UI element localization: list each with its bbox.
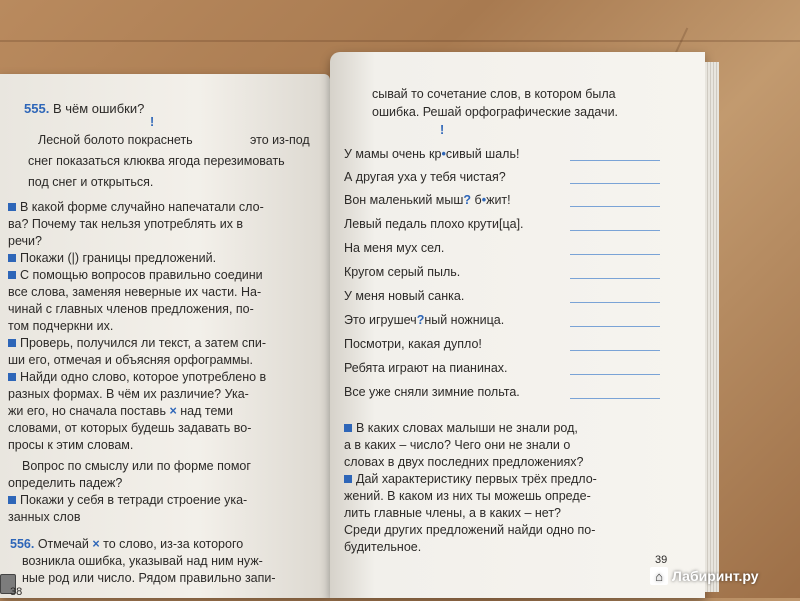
sentence-7: У меня новый санка.	[344, 289, 465, 303]
bullet-1: В какой форме случайно напечатали сло-	[8, 199, 264, 216]
sentence-5: На меня мух сел.	[344, 241, 445, 255]
right-page	[330, 52, 705, 598]
sentence-6: Кругом серый пыль.	[344, 265, 461, 279]
page-number: 38	[10, 586, 23, 598]
text-line: это из-под	[250, 133, 310, 147]
answer-line[interactable]	[570, 254, 660, 255]
sentence-4: Левый педаль плохо крути[ца].	[344, 217, 524, 231]
answer-line[interactable]	[570, 278, 660, 279]
sentence-8: Это игрушеч?ный ножница.	[344, 313, 505, 327]
text-line: том подчеркни их.	[8, 319, 114, 333]
bullet-5: Найди одно слово, которое употреблено в	[8, 369, 266, 386]
sentence-1: У мамы очень кр•сивый шаль!	[344, 147, 520, 161]
text-line: словами, от которых будешь задавать во-	[8, 421, 252, 435]
labirint-logo-icon: ⌂	[650, 567, 668, 585]
text-line: речи?	[8, 234, 42, 248]
answer-line[interactable]	[570, 302, 660, 303]
task-555-heading: 555. В чём ошибки?	[24, 101, 145, 116]
answer-line[interactable]	[570, 350, 660, 351]
watermark: ⌂ Лабиринт.ру	[650, 565, 759, 587]
answer-line[interactable]	[570, 326, 660, 327]
open-book	[0, 52, 720, 598]
text-line: словах в двух последних предложениях?	[344, 455, 584, 469]
text-line: ши его, отмечая и объясняя орфограммы.	[8, 353, 254, 367]
text-line: ные род или число. Рядом правильно запи-	[22, 571, 276, 585]
text-line: Лесной болото покраснеть	[38, 133, 193, 147]
sentence-2: А другая уха у тебя чистая?	[344, 170, 506, 184]
text-line: ошибка. Решай орфографические задачи.	[372, 105, 619, 119]
bullet-2: Покажи (|) границы предложений.	[8, 250, 216, 267]
text-line: а в каких – число? Чего они не знали о	[344, 438, 571, 452]
text-line: жи его, но сначала поставь × над теми	[8, 404, 233, 418]
text-line: ва? Почему так нельзя употреблять их в	[8, 217, 244, 231]
answer-line[interactable]	[570, 206, 660, 207]
text-line: возникла ошибка, указывай над ним нуж-	[22, 554, 263, 568]
page-edges	[705, 62, 719, 592]
text-line: Среди других предложений найди одно по-	[344, 523, 596, 537]
bullet-4: Проверь, получился ли текст, а затем спи-	[8, 335, 266, 352]
text-line: просы к этим словам.	[8, 438, 134, 452]
answer-line[interactable]	[570, 374, 660, 375]
text-line: лить главные члены, а в каких – нет?	[344, 506, 562, 520]
mark-icon: !	[150, 115, 155, 129]
text-line: снег показаться клюква ягода перезимовать	[28, 154, 285, 168]
text-line: все слова, заменяя неверные их части. На-	[8, 285, 262, 299]
sentence-10: Ребята играют на пианинах.	[344, 361, 508, 375]
page-number: 39	[655, 554, 668, 566]
text-line: под снег и открыться.	[28, 175, 154, 189]
text-line: будительное.	[344, 540, 422, 554]
answer-line[interactable]	[570, 230, 660, 231]
text-line: чинай с главных членов предложения, по-	[8, 302, 254, 316]
sentence-3: Вон маленький мыш? б•жит!	[344, 193, 511, 207]
task-556-line: 556. Отмечай × то слово, из-за которого	[10, 537, 244, 551]
answer-line[interactable]	[570, 183, 660, 184]
sentence-11: Все уже сняли зимние польта.	[344, 385, 520, 399]
text-line: занных слов	[8, 510, 81, 524]
text-line: определить падеж?	[8, 476, 123, 490]
sentence-9: Посмотри, какая дупло!	[344, 337, 482, 351]
text-line: разных формах. В чём их различие? Ука-	[8, 387, 249, 401]
bullet-3: С помощью вопросов правильно соедини	[8, 267, 263, 284]
bullet-6: Покажи у себя в тетради строение ука-	[8, 492, 247, 509]
answer-line[interactable]	[570, 160, 660, 161]
question-2: Дай характеристику первых трёх предло-	[344, 471, 597, 488]
text-line: жений. В каком из них ты можешь опреде-	[344, 489, 591, 503]
text-line: Вопрос по смыслу или по форме помог	[22, 459, 251, 473]
left-page	[0, 74, 330, 598]
question-1: В каких словах малыши не знали род,	[344, 420, 578, 437]
text-line: сывай то сочетание слов, в котором была	[372, 87, 616, 101]
answer-line[interactable]	[570, 398, 660, 399]
mark-icon: !	[440, 123, 445, 137]
